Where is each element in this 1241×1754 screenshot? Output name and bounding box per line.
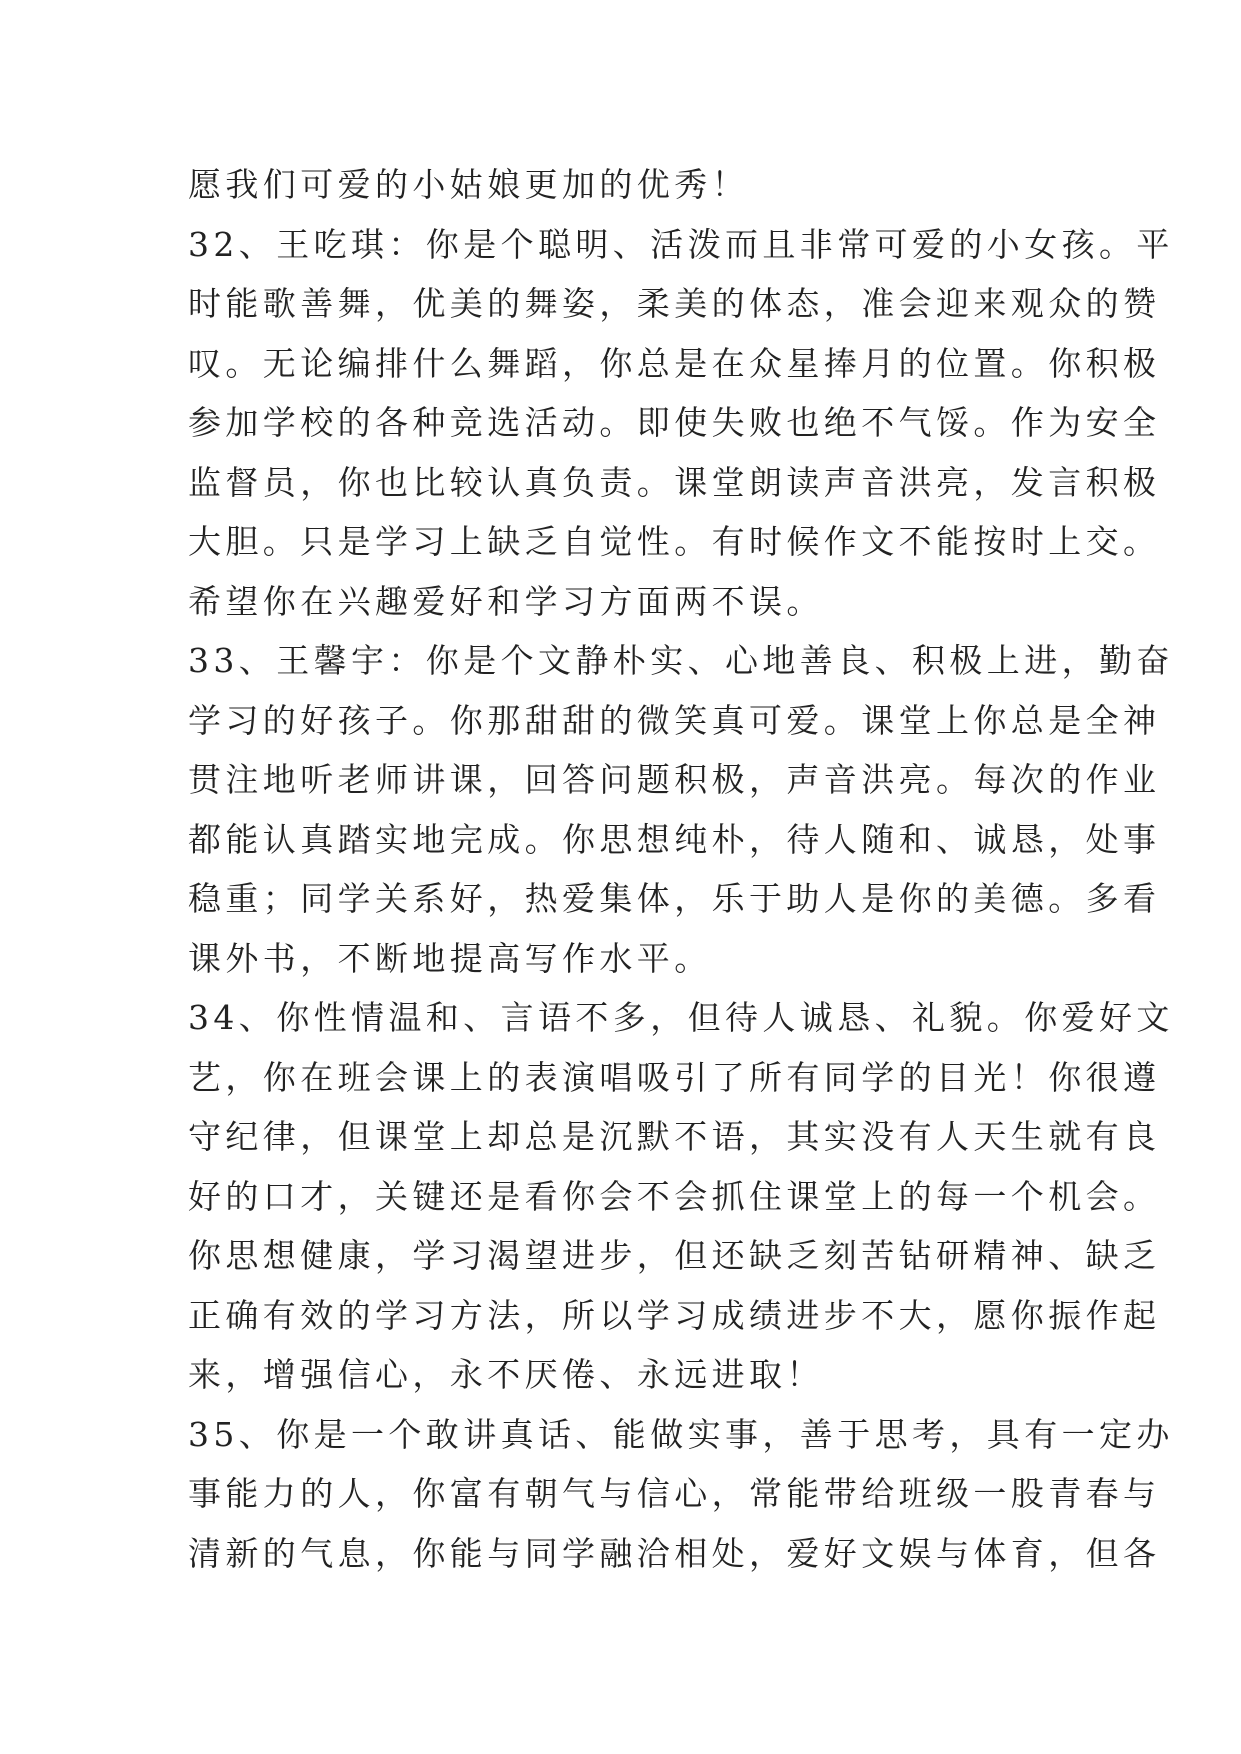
text-line: 35、你是一个敢讲真话、能做实事，善于思考，具有一定办 bbox=[188, 1414, 1174, 1454]
text-line: 守纪律，但课堂上却总是沉默不语，其实没有人天生就有良 bbox=[188, 1117, 1161, 1156]
text-line: 事能力的人，你富有朝气与信心，常能带给班级一股青春与 bbox=[188, 1474, 1161, 1513]
text-line: 正确有效的学习方法，所以学习成绩进步不大，愿你振作起 bbox=[188, 1295, 1161, 1335]
document-body bbox=[188, 155, 1174, 1583]
text-line: 34、你性情温和、言语不多，但待人诚恳、礼貌。你爱好文 bbox=[188, 998, 1174, 1037]
text-line: 时能歌善舞，优美的舞姿，柔美的体态，准会迎来观众的赞 bbox=[188, 284, 1161, 323]
text-line: 希望你在兴趣爱好和学习方面两不误。 bbox=[188, 581, 824, 621]
text-line: 好的口才，关键还是看你会不会抓住课堂上的每一个机会。 bbox=[188, 1176, 1161, 1216]
text-line: 你思想健康，学习渴望进步，但还缺乏刻苦钻研精神、缺乏 bbox=[188, 1236, 1161, 1275]
text-line: 愿我们可爱的小姑娘更加的优秀！ bbox=[188, 165, 749, 204]
text-line: 参加学校的各种竞选活动。即使失败也绝不气馁。作为安全 bbox=[188, 403, 1161, 442]
text-line: 监督员，你也比较认真负责。课堂朗读声音洪亮，发言积极 bbox=[188, 462, 1161, 502]
text-line: 稳重；同学关系好，热爱集体，乐于助人是你的美德。多看 bbox=[188, 879, 1161, 918]
text-line: 叹。无论编排什么舞蹈，你总是在众星捧月的位置。你积极 bbox=[188, 343, 1161, 383]
text-line: 大胆。只是学习上缺乏自觉性。有时候作文不能按时上交。 bbox=[188, 522, 1161, 561]
text-line: 33、王馨宇：你是个文静朴实、心地善良、积极上进，勤奋 bbox=[188, 641, 1174, 680]
text-line: 都能认真踏实地完成。你思想纯朴，待人随和、诚恳，处事 bbox=[188, 819, 1161, 859]
text-line: 32、王吃琪：你是个聪明、活泼而且非常可爱的小女孩。平 bbox=[188, 224, 1174, 264]
text-line: 贯注地听老师讲课，回答问题积极，声音洪亮。每次的作业 bbox=[188, 760, 1161, 799]
text-line: 艺，你在班会课上的表演唱吸引了所有同学的目光！你很遵 bbox=[188, 1057, 1161, 1097]
text-line: 来，增强信心，永不厌倦、永远进取！ bbox=[188, 1355, 824, 1394]
text-line: 清新的气息，你能与同学融洽相处，爱好文娱与体育，但各 bbox=[188, 1533, 1161, 1573]
text-line: 学习的好孩子。你那甜甜的微笑真可爱。课堂上你总是全神 bbox=[188, 700, 1161, 740]
text-line: 课外书，不断地提高写作水平。 bbox=[188, 938, 712, 978]
